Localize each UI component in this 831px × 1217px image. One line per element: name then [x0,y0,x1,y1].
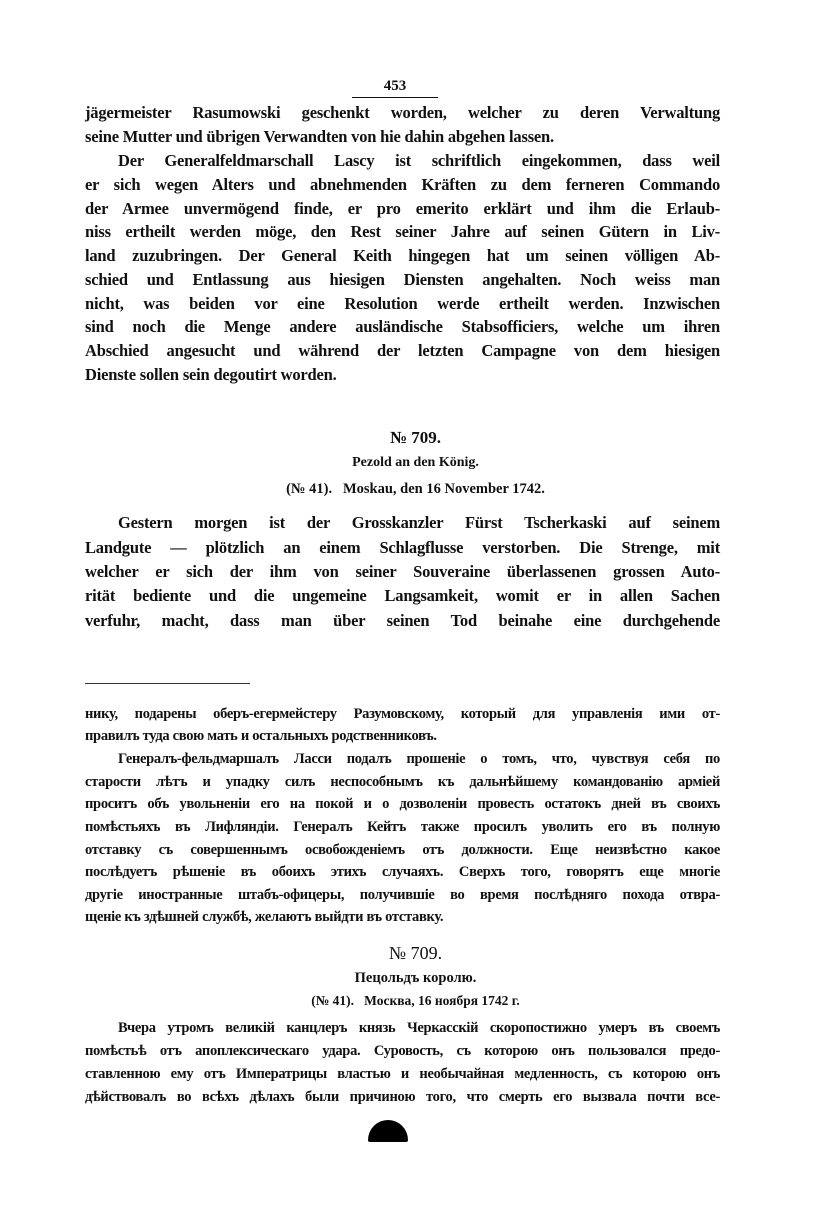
text-line: Генералъ-фельдмаршалъ Ласси подалъ прошеніе о томъ, что, чувствуя себя по [118,751,720,767]
text-line: другіе иностранные штабъ-офицеры, получившіе во время послѣдняго похода отвра- [85,887,720,903]
text-line: sind noch die Menge andere ausländische Stabsofficiers, welche um ihren [85,317,720,336]
text-line: er sich wegen Alters und abnehmenden Kräften zu dem ferneren Commando [85,175,720,194]
document-dateline: (№ 41). Moskau, den 16 November 1742. [286,481,545,497]
text-line: ставленною ему отъ Императрицы властью и необычайная медленность, съ которою онъ [85,1066,720,1082]
page-number: 453 [352,78,438,98]
text-line: щеніе къ здѣшней службѣ, желаютъ выйдти въ отставку. [85,909,444,925]
document-dateline: (№ 41). Москва, 16 ноября 1742 г. [311,993,520,1008]
text-line: rität bediente und die ungemeine Langsamkeit, womit er in allen Sachen [85,586,720,605]
text-line: Der Generalfeldmarschall Lascy ist schriftlich eingekommen, dass weil [118,151,720,170]
text-line: der Armee unvermögend finde, er pro emerito erklärt und ihm die Erlaub- [85,199,720,218]
text-line: Gestern morgen ist der Grosskanzler Fürst Tscherkaski auf seinem [118,513,720,532]
document-title: Pezold an den König. [352,455,479,470]
text-line: послѣдуетъ рѣшеніе въ обоихъ этихъ случаяхъ. Сверхъ того, говорятъ еще многіе [85,864,720,880]
text-line: land zuzubringen. Der General Keith hingegen hat um seinen völligen Ab- [85,246,720,265]
text-line: Dienste sollen sein degoutirt worden. [85,365,337,384]
text-line: schied und Entlassung aus hiesigen Diensten angehalten. Noch weiss man [85,270,720,289]
text-line: Landgute — plötzlich an einem Schlagflusse verstorben. Die Strenge, mit [85,538,720,557]
text-line: nicht, was beiden vor eine Resolution werde ertheilt werden. Inzwischen [85,294,720,313]
text-line: отставку съ совершеннымъ освобожденіемъ отъ должности. Еще неизвѣстно какое [85,842,720,858]
text-line: нику, подарены оберъ-егермейстеру Разумовскому, который для управленія ими от- [85,706,720,722]
text-line: niss ertheilt werden möge, den Rest seiner Jahre auf seinen Gütern in Liv- [85,222,720,241]
text-line: verfuhr, macht, dass man über seinen Tod beinahe eine durchgehende [85,611,720,630]
text-line: помѣстьѣ отъ апоплексическаго удара. Суровость, съ которою онъ пользовался предо- [85,1043,720,1059]
text-line: jägermeister Rasumowski geschenkt worden, welcher zu deren Verwaltung [85,103,720,122]
text-line: помѣстьяхъ въ Лифляндіи. Генералъ Кейтъ также просилъ уволить его въ полную [85,819,720,835]
library-stamp-mark [368,1120,408,1142]
text-line: Abschied angesucht und während der letzten Campagne von dem hiesigen [85,341,720,360]
text-line: старости лѣтъ и упадку силъ неспособнымъ къ дальнѣйшему командованію арміей [85,774,720,790]
text-line: seine Mutter und übrigen Verwandten von hie dahin abgehen lassen. [85,127,554,146]
text-line: проситъ объ увольненіи его на покой и о дозволеніи провесть остатокъ дней въ своихъ [85,796,720,812]
text-line: правилъ туда свою мать и остальныхъ родственниковъ. [85,728,437,744]
text-line: дѣйствовалъ во всѣхъ дѣлахъ были причиною того, что смерть его вызвала почти все- [85,1089,720,1105]
document-title: Пецольдъ королю. [354,970,477,986]
text-line: Вчера утромъ великій канцлеръ князь Черкасскій скоропостижно умеръ въ своемъ [118,1020,720,1036]
document-number: № 709. [389,428,442,447]
footnote-separator [85,683,250,684]
text-line: welcher er sich der ihm von seiner Souveraine überlassenen grossen Auto- [85,562,720,581]
document-number: № 709. [388,943,443,963]
